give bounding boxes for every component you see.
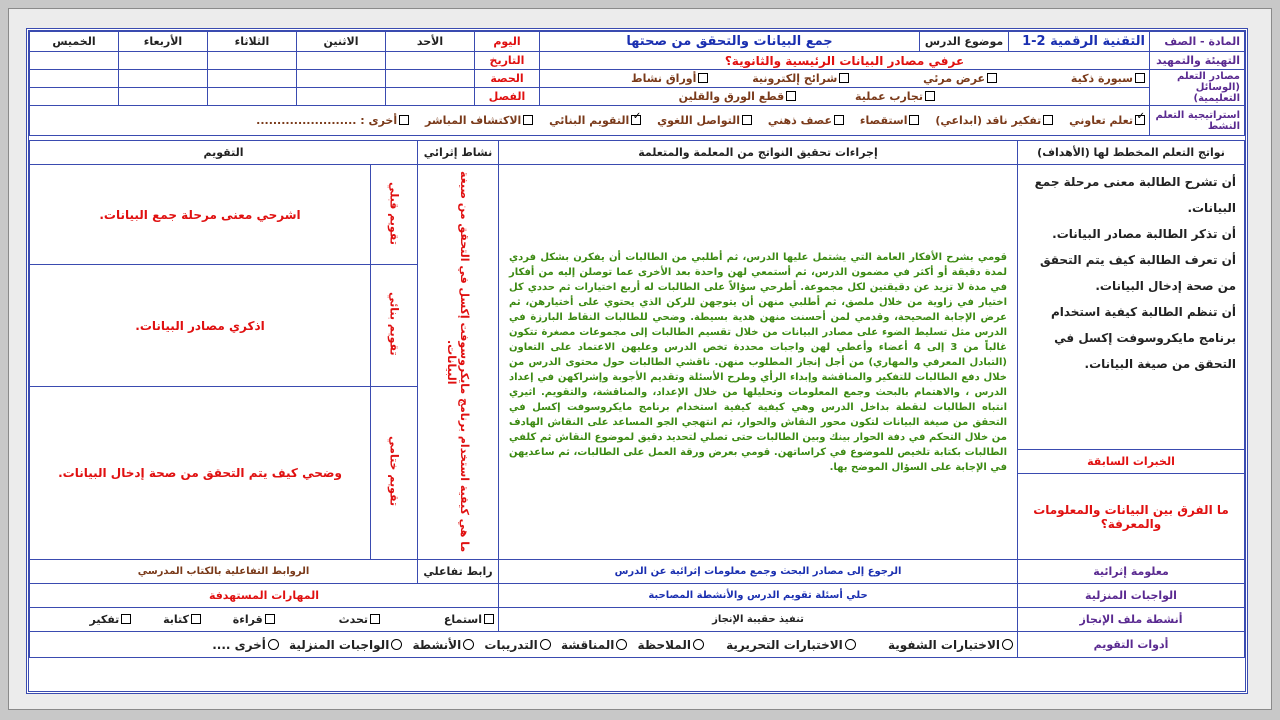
skill-item: كتابة xyxy=(163,613,189,626)
checkbox[interactable] xyxy=(987,73,997,83)
checkbox[interactable] xyxy=(834,115,844,125)
assessment-header: التقويم xyxy=(30,141,418,165)
objectives-header: نواتج التعلم المخطط لها (الأهداف) xyxy=(1018,141,1245,165)
assessment-type: تقويم بنائي xyxy=(387,292,401,356)
intro-value: عرفي مصادر البيانات الرئيسية والثانوية؟ xyxy=(540,52,1150,70)
subject-value: التقنية الرقمية 2-1 xyxy=(1009,32,1150,52)
resource-item: شرائح إلكترونية xyxy=(752,72,838,85)
resource-item: سبورة ذكية xyxy=(1070,72,1133,85)
assessment-type: تقويم ختامي xyxy=(387,436,401,507)
checkbox[interactable] xyxy=(1043,115,1053,125)
activity-cell xyxy=(418,165,499,560)
tools-row xyxy=(30,632,1018,658)
checkbox[interactable] xyxy=(265,614,275,624)
checkbox-checked[interactable] xyxy=(1135,115,1145,125)
tool-item: التدريبات xyxy=(484,637,538,652)
strategy-label: استراتيجية التعلم النشط xyxy=(1150,106,1245,136)
day-thursday: الخميس xyxy=(30,32,119,52)
checkbox[interactable] xyxy=(698,73,708,83)
intro-label: التهيئة والتمهيد xyxy=(1150,52,1245,70)
day-monday: الاثنين xyxy=(297,32,386,52)
radio-button[interactable] xyxy=(268,639,279,650)
checkbox[interactable] xyxy=(484,614,494,624)
assessment-type-cell xyxy=(371,387,418,560)
tool-item: الأنشطة xyxy=(412,637,462,652)
portfolio-value: تنفيذ حقيبة الإنجاز xyxy=(499,608,1018,632)
lesson-value: جمع البيانات والتحقق من صحتها xyxy=(540,32,920,52)
checkbox[interactable] xyxy=(839,73,849,83)
homework-value: حلي أسئلة تقويم الدرس والأنشطة المصاحبة xyxy=(499,584,1018,608)
prior-header: الخبرات السابقة xyxy=(1018,450,1245,474)
tool-item: الواجبات المنزلية xyxy=(289,637,390,652)
objective-item: أن تعرف الطالبة كيف يتم التحقق من صحة إدخال البيانات. xyxy=(1039,253,1236,293)
radio-button[interactable] xyxy=(616,639,627,650)
link-label: رابط تفاعلي xyxy=(418,560,499,584)
assessment-type-cell xyxy=(371,265,418,387)
resource-item: تجارب عملية xyxy=(855,90,923,103)
checkbox[interactable] xyxy=(370,614,380,624)
tool-item: المناقشة xyxy=(560,637,615,652)
checkbox[interactable] xyxy=(191,614,201,624)
activity-value: ما هي كيفية استخدام برنامج مايكروسوفت إكسل في التحقق من صيغة البيانات. xyxy=(445,171,471,553)
strategy-item: التقويم البنائي xyxy=(549,114,630,127)
assessment-type: تقويم قبلي xyxy=(387,181,401,245)
assessment-text: اشرحي معنى مرحلة جمع البيانات. xyxy=(30,165,371,265)
radio-button[interactable] xyxy=(540,639,551,650)
class-label: الفصل xyxy=(475,88,540,106)
resource-item: أوراق نشاط xyxy=(631,72,697,85)
tools-label: أدوات التقويم xyxy=(1018,632,1245,658)
day-label: اليوم xyxy=(475,32,540,52)
tool-item: الاختبارات التحريرية xyxy=(726,637,843,652)
objective-item: أن تنظم الطالبة كيفية استخدام برنامج مايكروسوفت إكسل في التحقق من صيغة البيانات. xyxy=(1050,305,1236,371)
skill-item: قراءة xyxy=(232,613,263,626)
checkbox[interactable] xyxy=(742,115,752,125)
enrich-label: معلومة إثرائية xyxy=(1018,560,1245,584)
main-table xyxy=(29,140,1245,560)
objectives-cell xyxy=(1018,165,1245,450)
tool-item: الاختبارات الشفوية xyxy=(887,637,1000,652)
checkbox[interactable] xyxy=(399,115,409,125)
checkbox[interactable] xyxy=(925,91,935,101)
checkbox[interactable] xyxy=(909,115,919,125)
skill-item: تحدث xyxy=(338,613,369,626)
day-sunday: الأحد xyxy=(386,32,475,52)
strategy-item: أخرى : ........................ xyxy=(256,114,398,127)
strategy-item: الاكتشاف المباشر xyxy=(424,114,522,127)
strategy-item: التواصل اللغوي xyxy=(657,114,740,127)
strategy-item: تفكير ناقد (ابداعي) xyxy=(935,114,1042,127)
enrich-value: الرجوع إلى مصادر البحث وجمع معلومات إثرائية عن الدرس xyxy=(499,560,1018,584)
subject-label: المادة - الصف xyxy=(1150,32,1245,52)
resource-item: عرض مرئي xyxy=(923,72,986,85)
date-label: التاريخ xyxy=(475,52,540,70)
objective-item: أن تشرح الطالبة معنى مرحلة جمع البيانات. xyxy=(1034,175,1236,215)
procedures-cell: قومي بشرح الأفكار العامة التي يشتمل عليها الدرس، ثم أطلبي من الطالبات أن يفكرن بشكل فردي لمدة دقيقة أو أكثر في مضمون الدرس، ثم أستمعي لهن واحدة بعد الأخرى عما توصلن إليه من أفكار في مدة لا تزيد عن دقيقتين لكل مجموعة. أطرحي سؤالاً على الطالبات له أربع اختيارات ثم حددي كل اختيار في زاوية من خلال ملصق، ثم أطلبي منهن أن يتوجهن للركن الذي يحتوي على أختيارهن، ثم عرض الإجابة الصحيحة، وقدمي لمن أحسنت منهن هدية بسيطة. وضحي للطالبات النقاط البارزة في الدرس مثل تسليط الضوء على مصادر البيانات من خلال تقسيم الطالبات إلى مجموعات مصغرة تتكون غالباً من 3 إلى 4 أعضاء وأعطي لهن واجبات محددة تخص الدرس وعليهن الاعتماد على التعاون (التبادل المعرفي والمهاري) من أجل إنجاز المطلوب منهن. ناقشي الطالبات حول محتوى الدرس من خلال دفع الطالبات للتفكير والمناقشة وإبداء الرأي وطرح الأسئلة وتقديم الأجوبة وإشراكهن في إعداد الدرس ، والاهتمام بالبحث وجمع المعلومات وتحليلها من خلال الإعداد، والمناقشة، والتقويم. اثيري انتباه الطالبات لنقطة بداخل الدرس وهي كيفية كيفية استخدام برنامج مايكروسوفت إكسل في التحقق من صيغة البيانات لتكون محور النقاش والحوار، ثم انتهجي الجو المساعد على النقاش الهادف من خلال التحكم في دفة الحوار بينك وبين الطالبات حتى تصلي لتحديد دقيق لموضوع النقاش ثم كلفي الطالبات بكتابة تلخيص للموضوع في كراساتهن. قومي بعرض ورقة العمل على الطالبات، ثم ساعديهن في الإجابة على السؤال الموضح بها. xyxy=(499,165,1018,560)
resources-row-2 xyxy=(540,88,1150,106)
assessment-text: وضحي كيف يتم التحقق من صحة إدخال البيانات. xyxy=(30,387,371,560)
lesson-plan-page xyxy=(26,28,1248,694)
resources-label: مصادر التعلم (الوسائل التعليمية) xyxy=(1150,70,1245,106)
tool-item: الملاحظة xyxy=(637,637,691,652)
resources-row-1 xyxy=(540,70,1150,88)
day-wednesday: الأربعاء xyxy=(119,32,208,52)
checkbox[interactable] xyxy=(523,115,533,125)
homework-label: الواجبات المنزلية xyxy=(1018,584,1245,608)
resource-item: قطع الورق والقلين xyxy=(678,90,785,103)
strategy-item: استقصاء xyxy=(859,114,908,127)
lesson-label: موضوع الدرس xyxy=(920,32,1009,52)
header-table xyxy=(29,31,1245,136)
portfolio-label: أنشطة ملف الإنجاز xyxy=(1018,608,1245,632)
checkbox[interactable] xyxy=(121,614,131,624)
prior-value: ما الفرق بين البيانات والمعلومات والمعرفة؟ xyxy=(1018,474,1245,560)
radio-button[interactable] xyxy=(845,639,856,650)
radio-button[interactable] xyxy=(463,639,474,650)
radio-button[interactable] xyxy=(391,639,402,650)
checkbox-checked[interactable] xyxy=(631,115,641,125)
bottom-table xyxy=(29,559,1245,658)
period-label: الحصة xyxy=(475,70,540,88)
skill-item: تفكير xyxy=(89,613,120,626)
radio-button[interactable] xyxy=(693,639,704,650)
radio-button[interactable] xyxy=(1002,639,1013,650)
assessment-type-cell xyxy=(371,165,418,265)
skills-label: المهارات المستهدفة xyxy=(30,584,499,608)
day-tuesday: الثلاثاء xyxy=(208,32,297,52)
skills-row xyxy=(30,608,499,632)
checkbox[interactable] xyxy=(1135,73,1145,83)
skill-item: استماع xyxy=(443,613,482,626)
tool-item: أخرى .... xyxy=(212,637,266,652)
assessment-text: اذكري مصادر البيانات. xyxy=(30,265,371,387)
strategy-item: عصف ذهني xyxy=(767,114,833,127)
strategy-item: تعلم تعاوني xyxy=(1069,114,1133,127)
checkbox[interactable] xyxy=(786,91,796,101)
procedures-header: إجراءات تحقيق النواتج من المعلمة والمتعلمة xyxy=(499,141,1018,165)
strategies-row xyxy=(30,106,1150,136)
objective-item: أن تذكر الطالبة مصادر البيانات. xyxy=(1052,227,1236,241)
activity-header: نشاط إثرائي xyxy=(418,141,499,165)
link-value: الروابط التفاعلية بالكتاب المدرسي xyxy=(30,560,418,584)
